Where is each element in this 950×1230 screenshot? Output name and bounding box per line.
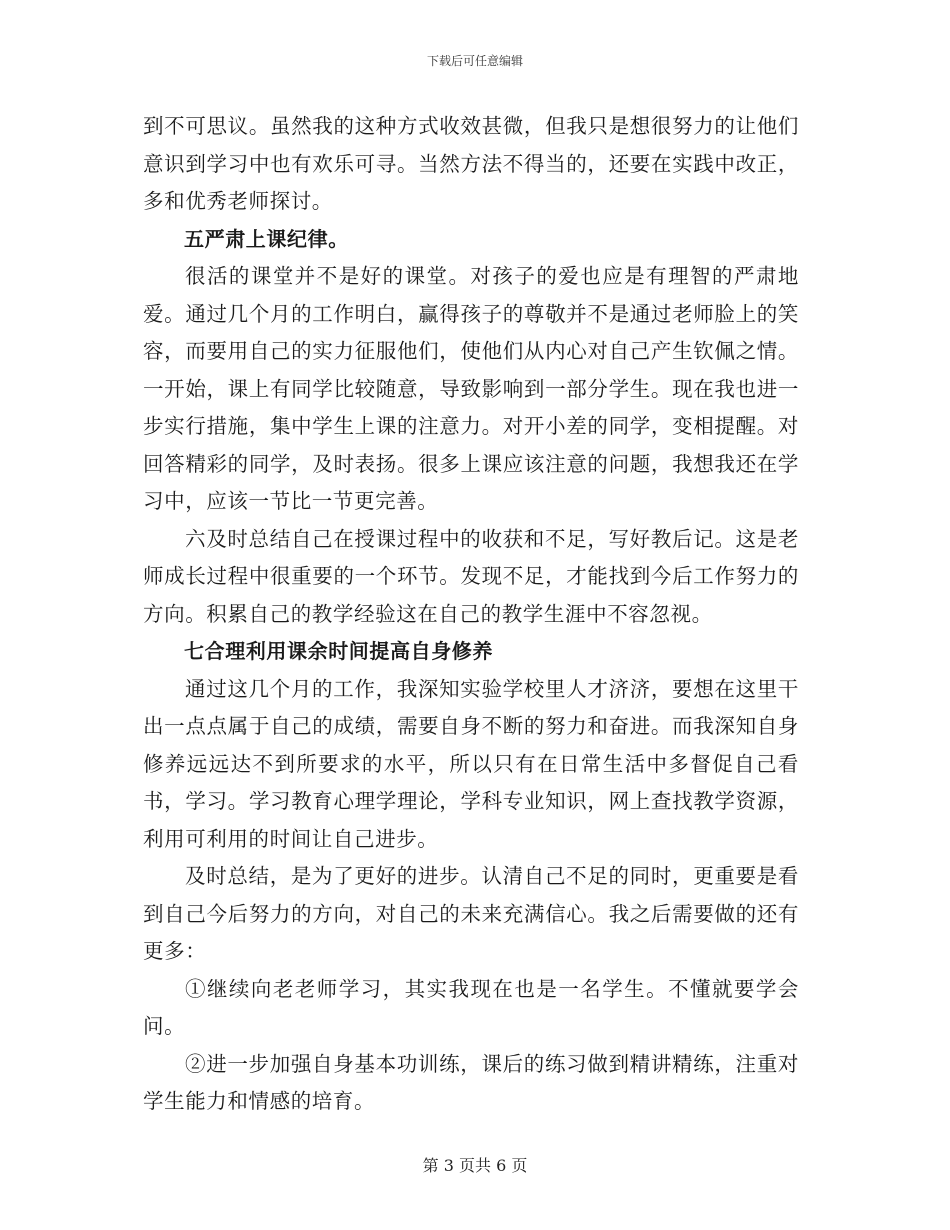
page-header: 下载后可任意编辑 bbox=[426, 54, 523, 68]
list-item-paragraph: ②进一步加强自身基本功训练，课后的练习做到精讲精练，注重对学生能力和情感的培育。 bbox=[143, 1051, 799, 1113]
list-item-paragraph: ①继续向老老师学习，其实我现在也是一名学生。不懂就要学会问。 bbox=[143, 976, 799, 1038]
body-paragraph: 六及时总结自己在授课过程中的收获和不足，写好教后记。这是老师成长过程中很重要的一个环节。发现不足，才能找到今后工作努力的方向。积累自己的教学经验这在自己的教学生涯中不容忽视。 bbox=[143, 526, 799, 626]
body-paragraph: 及时总结，是为了更好的进步。认清自己不足的同时，更重要是看到自己今后努力的方向，对自己的未来充满信心。我之后需要做的还有更多： bbox=[143, 864, 799, 963]
page-number: 第 3 页共 6 页 bbox=[422, 1156, 528, 1175]
section-heading: 五严肃上课纪律。 bbox=[184, 226, 349, 251]
section-heading: 七合理利用课余时间提高自身修养 bbox=[184, 639, 493, 663]
body-paragraph: 很活的课堂并不是好的课堂。对孩子的爱也应是有理智的严肃地爱。通过几个月的工作明白，赢得孩子的尊敬并不是通过老师脸上的笑容，而要用自己的实力征服他们，使他们从内心对自己产生钦佩之情。一开始，课上有同学比较随意，导致影响到一部分学生。现在我也进一步实行措施，集中学生上课的注意力。对开小差的同学，变相提醒。对回答精彩的同学，及时表扬。很多上课应该注意的问题，我想我还在学习中，应该一节比一节更完善。 bbox=[143, 264, 799, 513]
body-paragraph: 到不可思议。虽然我的这种方式收效甚微，但我只是想很努力的让他们意识到学习中也有欢乐可寻。当然方法不得当的，还要在实践中改正，多和优秀老师探讨。 bbox=[143, 114, 799, 213]
body-paragraph: 通过这几个月的工作，我深知实验学校里人才济济，要想在这里干出一点点属于自己的成绩，需要自身不断的努力和奋进。而我深知自身修养远远达不到所要求的水平，所以只有在日常生活中多督促自己看书，学习。学习教育心理学理论，学科专业知识，网上查找教学资源，利用可利用的时间让自己进步。 bbox=[143, 676, 799, 851]
document-body bbox=[143, 108, 799, 1121]
